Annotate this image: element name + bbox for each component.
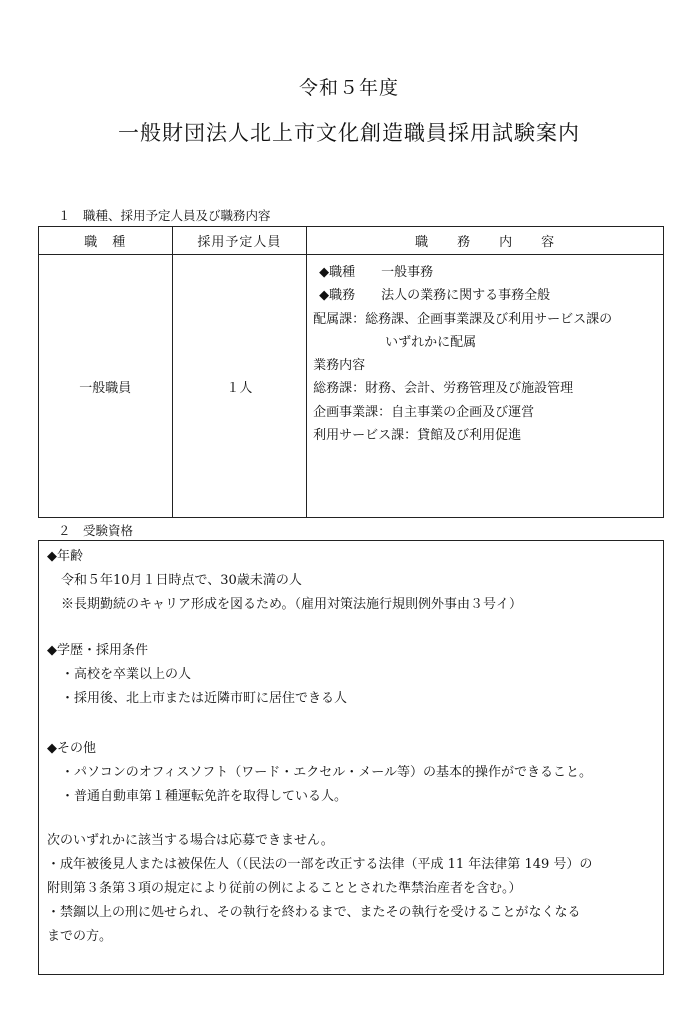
ineligible-heading: 次のいずれかに該当する場合は応募できません。 [47,833,334,848]
duty-line: 総務課：財務、会計、労務管理及び施設管理 [313,381,574,397]
job-table-header-row [39,227,664,255]
job-name-cell: 一般職員 [39,255,173,518]
age-condition: 令和５年10月１日時点で、30歳未満の人 [61,573,302,588]
header-duties: 職 務 内 容 [307,227,664,255]
age-heading: ◆年齢 [47,549,83,564]
education-heading: ◆学歴・採用条件 [47,643,148,658]
ineligible-item: ・禁錮以上の刑に処せられ、その執行を終わるまで、またその執行を受けることがなくなる [47,905,581,920]
table-row [39,255,664,518]
duty-line: いずれかに配属 [385,334,477,350]
residence-item: ・採用後、北上市または近隣市町に居住できる人 [61,691,348,706]
document-year-title: 令和５年度 [298,77,399,99]
document-main-title: 一般財団法人北上市文化創造職員採用試験案内 [118,121,580,145]
education-item: ・高校を卒業以上の人 [61,667,192,682]
qualifications-box [38,540,664,975]
job-duties-cell [307,255,664,518]
ineligible-item-cont: までの方。 [47,929,113,944]
header-count: 採用予定人員 [172,227,307,255]
duty-line: ◆職種 一般事務 [319,265,434,280]
license-item: ・普通自動車第１種運転免許を取得している人。 [61,789,348,804]
ineligible-item-cont: 附則第３条第３項の規定により従前の例によることとされた準禁治産者を含む。） [47,881,522,896]
job-table [38,226,664,518]
duty-line: 利用サービス課：貸館及び利用促進 [313,428,522,444]
duty-line: 企画事業課：自主事業の企画及び運営 [313,404,535,420]
other-heading: ◆その他 [47,741,96,756]
ineligible-item: ・成年被後見人または被保佐人（（民法の一部を改正する法律（平成 11 年法律第 149 号）の [47,857,593,872]
header-job: 職 種 [39,227,173,255]
pc-skill-item: ・パソコンのオフィスソフト（ワード・エクセル・メール等）の基本的操作ができること。 [61,765,593,780]
job-count-cell: １人 [172,255,307,518]
duty-line: 配属課：総務課、企画事業課及び利用サービス課の [313,311,613,327]
section1-heading: １ 職種、採用予定人員及び職務内容 [58,208,271,223]
section2-heading: ２ 受験資格 [58,523,134,538]
duty-line: ◆職務 法人の業務に関する事務全般 [319,288,551,304]
duty-line: 業務内容 [313,358,366,374]
age-note: ※長期勤続のキャリア形成を図るため。（雇用対策法施行規則例外事由３号イ） [61,597,522,612]
